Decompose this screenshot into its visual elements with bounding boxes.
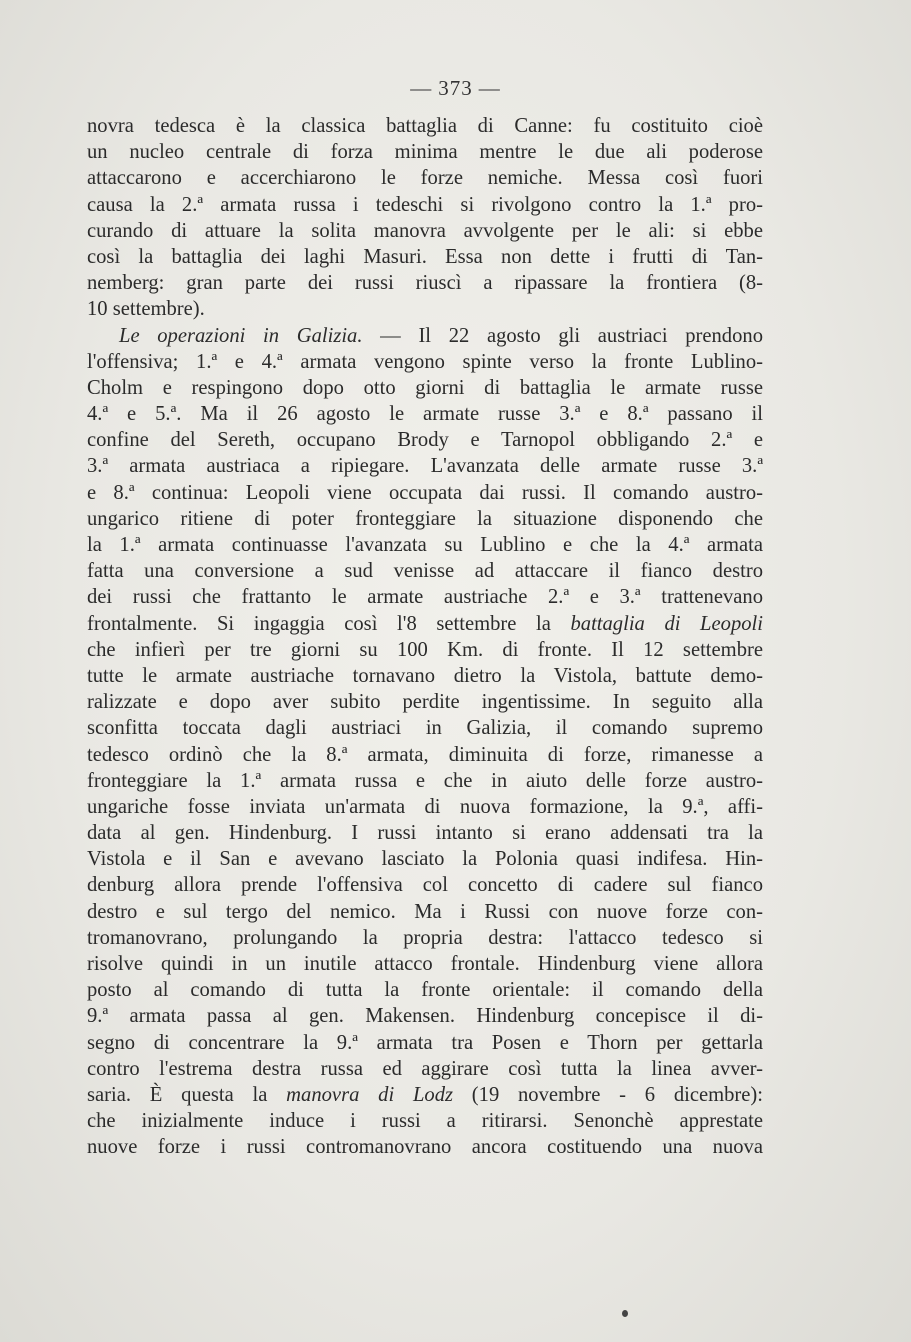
text-line [87,1056,763,1082]
line-text: denburg allora prende l'offensiva col concetto di cadere sul fianco [87,874,763,897]
line-text: ungarico ritiene di poter fronteggiare la situazione disponendo che [87,507,763,530]
text-line [87,951,763,977]
text-line [87,1003,763,1029]
body-text [87,113,763,1161]
line-text: attaccarono e accerchiarono le forze nemiche. Messa così fuori [87,167,763,190]
line-text: 9.ª armata passa al gen. Makensen. Hindenburg concepisce il di- [87,1005,763,1028]
line-text: 4.ª e 5.ª. Ma il 26 agosto le armate russe 3.ª e 8.ª passano il [87,403,763,426]
text-line [87,506,763,532]
line-text-after: (19 novembre - 6 dicembre): [453,1083,763,1106]
line-text: che inizialmente induce i russi a ritirarsi. Senonchè apprestate [87,1110,763,1133]
line-text: posto al comando di tutta la fronte orientale: il comando della [87,979,763,1002]
text-line [87,270,763,296]
line-text: novra tedesca è la classica battaglia di Canne: fu costituito cioè [87,115,763,137]
line-text: Vistola e il San e avevano lasciato la Polonia quasi indifesa. Hin- [87,848,763,871]
text-line [87,558,763,584]
line-text: dei russi che frattanto le armate austriache 2.ª e 3.ª trattenevano [87,586,763,609]
line-text: 10 settembre). [87,298,205,321]
line-text: ungariche fosse inviata un'armata di nuova formazione, la 9.ª, affi- [87,795,763,818]
line-text: tromanovrano, prolungando la propria destra: l'attacco tedesco si [87,926,763,949]
text-line [87,139,763,165]
text-line [87,1030,763,1056]
text-line [87,872,763,898]
line-text: e 8.ª continua: Leopoli viene occupata dai russi. Il comando austro- [87,481,763,504]
text-line [87,427,763,453]
text-line [87,899,763,925]
text-line [87,715,763,741]
text-line [87,453,763,479]
line-text: 3.ª armata austriaca a ripiegare. L'avanzata delle armate russe 3.ª [87,455,763,478]
line-text: confine del Sereth, occupano Brody e Tarnopol obbligando 2.ª e [87,429,763,452]
line-text: contro l'estrema destra russa ed aggirare così tutta la linea avver- [87,1057,763,1080]
line-text: segno di concentrare la 9.ª armata tra Posen e Thorn per gettarla [87,1031,763,1054]
text-line [87,820,763,846]
line-text: Cholm e respingono dopo otto giorni di battaglia le armate russe [87,376,763,399]
line-text: curando di attuare la solita manovra avvolgente per le ali: si ebbe [87,219,763,242]
line-text: frontalmente. Si ingaggia così l'8 settembre la [87,612,571,635]
text-line [87,768,763,794]
line-text: fronteggiare la 1.ª armata russa e che in aiuto delle forze austro- [87,769,763,792]
line-text: sconfitta toccata dagli austriaci in Galizia, il comando supremo [87,717,763,740]
text-line [87,1108,763,1134]
line-text: causa la 2.ª armata russa i tedeschi si rivolgono contro la 1.ª pro- [87,193,763,216]
line-text: tutte le armate austriache tornavano dietro la Vistola, battute demo- [87,664,763,687]
text-line [87,846,763,872]
line-text: tedesco ordinò che la 8.ª armata, diminuita di forze, rimanesse a [87,743,763,766]
text-line [87,401,763,427]
page-number-value: 373 [438,76,473,100]
line-text: nuove forze i russi contromanovrano ancora costituendo una nuova [87,1136,763,1159]
text-line [87,742,763,768]
text-line [87,637,763,663]
text-line [87,349,763,375]
line-text: risolve quindi in un inutile attacco frontale. Hindenburg viene allora [87,953,763,975]
line-text: data al gen. Hindenburg. I russi intanto si erano addensati tra la [87,822,763,845]
line-text: un nucleo centrale di forza minima mentre le due ali poderose [87,141,763,164]
text-line [87,689,763,715]
italic-phrase: battaglia di Leopoli [570,612,763,635]
line-text: nemberg: gran parte dei russi riuscì a ripassare la frontiera (8- [87,272,763,295]
text-line [87,611,763,637]
line-text: così la battaglia dei laghi Masuri. Essa non dette i frutti di Tan- [87,245,763,268]
italic-phrase: manovra di Lodz [286,1083,454,1106]
line-text: ralizzate e dopo aver subito perdite ingentissime. In seguito alla [87,691,763,714]
line-text: destro e sul tergo del nemico. Ma i Russi con nuove forze con- [87,900,763,923]
page-number [0,76,911,101]
line-text: — Il 22 agosto gli austriaci prendono [362,324,763,347]
text-line [87,218,763,244]
text-line [87,323,763,349]
line-text: la 1.ª armata continuasse l'avanzata su Lublino e che la 4.ª armata [87,534,763,556]
text-line [87,925,763,951]
text-line [87,192,763,218]
text-line [87,532,763,558]
text-line [87,794,763,820]
text-line [87,165,763,191]
text-line [87,663,763,689]
text-line [87,1082,763,1108]
line-text: fatta una conversione a sud venisse ad attaccare il fianco destro [87,560,763,583]
text-line [87,977,763,1003]
line-text: saria. È questa la [87,1083,287,1106]
page-number-dash-left: — [410,76,433,100]
italic-heading: Le operazioni in Galizia. [119,324,363,347]
text-line [87,113,763,139]
text-line [87,375,763,401]
ink-speck-icon [622,1310,628,1317]
page-number-dash-right: — [478,76,501,100]
text-line [87,296,763,322]
line-text: l'offensiva; 1.ª e 4.ª armata vengono spinte verso la fronte Lublino- [87,350,763,373]
text-line [87,1134,763,1160]
text-line [87,584,763,610]
text-line [87,480,763,506]
line-text: che infierì per tre giorni su 100 Km. di fronte. Il 12 settembre [87,638,763,661]
text-line [87,244,763,270]
